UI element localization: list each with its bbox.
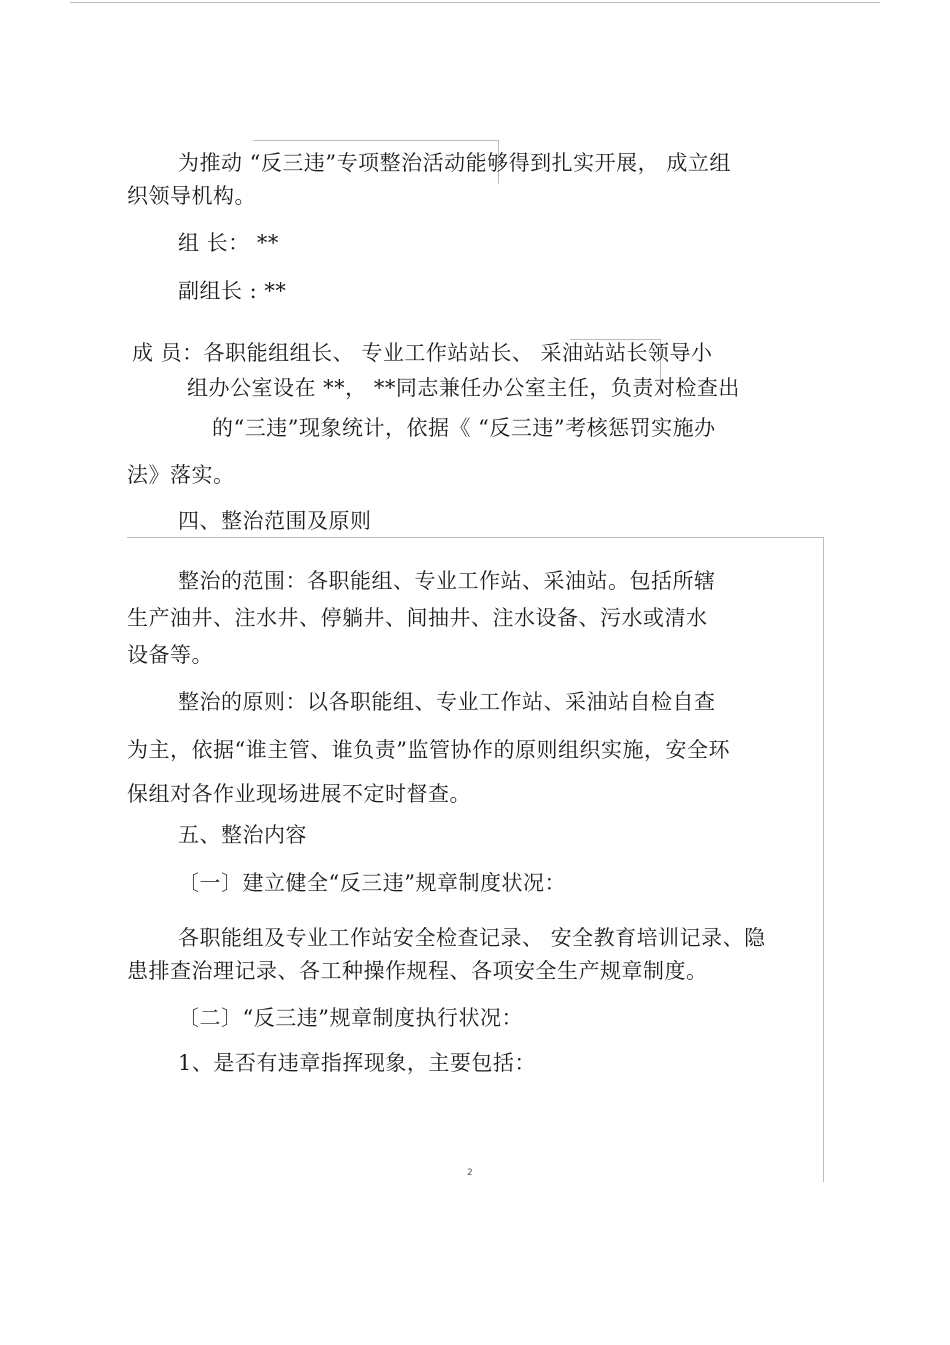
paragraph-line: 组 长： **	[178, 231, 279, 255]
paragraph-line: 〔一〕建立健全“反三违”规章制度状况：	[178, 871, 566, 895]
paragraph-line: 副组长 : **	[178, 279, 287, 303]
top-rule	[70, 2, 880, 3]
section-box-top	[127, 537, 824, 538]
paragraph-line: 整治的原则：以各职能组、专业工作站、采油站自检自查	[178, 690, 716, 714]
paragraph-line: 为主，依据“谁主管、谁负责”监管协作的原则组织实施，安全环	[127, 738, 730, 762]
paragraph-line: 为推动 “反三违”专项整治活动能够得到扎实开展， 成立组	[178, 151, 731, 175]
frame-line	[253, 140, 498, 141]
paragraph-line: 设备等。	[127, 643, 213, 667]
paragraph-line: 各职能组及专业工作站安全检查记录、 安全教育培训记录、隐	[178, 926, 766, 950]
paragraph-line: 织领导机构。	[127, 184, 256, 208]
paragraph-line: 组办公室设在 **， **同志兼任办公室主任，负责对检查出	[187, 376, 740, 400]
paragraph-line: 〔二〕“反三违”规章制度执行状况：	[178, 1006, 523, 1030]
section-heading: 五、整治内容	[178, 823, 307, 847]
page-number: 2	[467, 1168, 473, 1178]
paragraph-line: 法》落实。	[127, 463, 235, 487]
section-box-right	[823, 537, 824, 1182]
paragraph-line: 成 员：各职能组组长、 专业工作站站长、 采油站站长领导小	[132, 341, 713, 365]
paragraph-line: 保组对各作业现场进展不定时督查。	[127, 782, 471, 806]
paragraph-line: 的“三违”现象统计，依据《 “反三违”考核惩罚实施办	[212, 416, 716, 440]
paragraph-line: 患排查治理记录、各工种操作规程、各项安全生产规章制度。	[127, 959, 708, 983]
section-heading: 四、整治范围及原则	[178, 509, 372, 533]
paragraph-line: 生产油井、注水井、停躺井、间抽井、注水设备、污水或清水	[127, 606, 708, 630]
paragraph-line: 1、是否有违章指挥现象，主要包括：	[178, 1051, 536, 1075]
paragraph-line: 整治的范围：各职能组、专业工作站、采油站。包括所辖	[178, 569, 716, 593]
